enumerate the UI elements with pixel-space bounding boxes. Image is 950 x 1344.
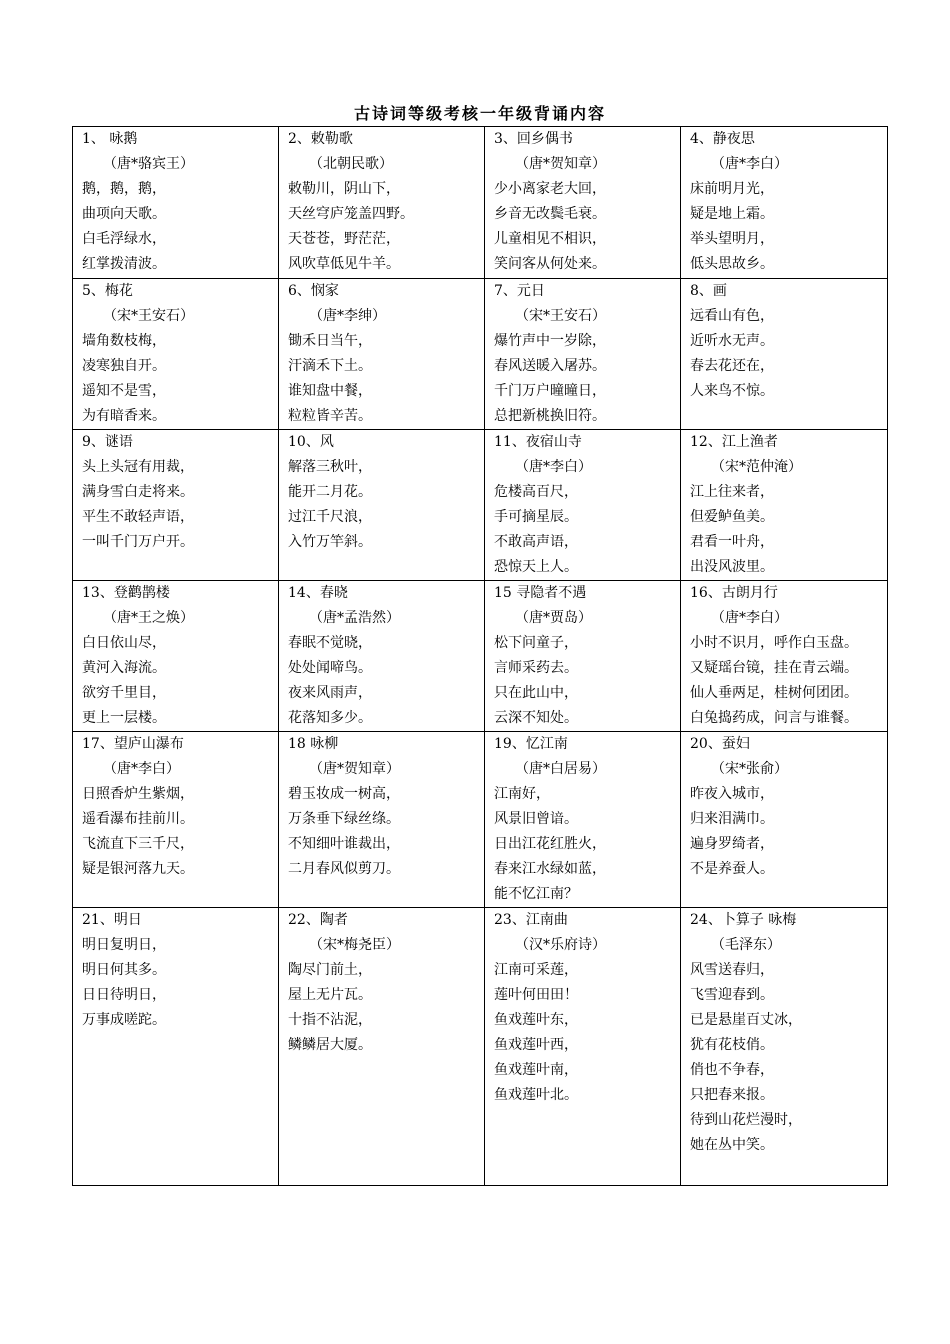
poem-line: 入竹万竿斜。: [288, 534, 372, 550]
poem-line: 凌寒独自开。: [82, 358, 166, 374]
poem-line: 汗滴禾下土。: [288, 358, 372, 374]
poem-line: 笑问客从何处来。: [494, 256, 606, 272]
poem-line: 飞雪迎春到。: [690, 987, 774, 1003]
poem-line: 春眠不觉晓，: [288, 635, 372, 651]
poem-title: 9、谜语: [82, 434, 133, 450]
poem-cell: [681, 908, 888, 1186]
poem-line: 儿童相见不相识，: [494, 231, 606, 247]
poem-title: 24、卜算子 咏梅: [690, 912, 797, 928]
poem-author: （唐*李白）: [711, 156, 788, 172]
poem-cell: [279, 279, 485, 430]
poem-cell: [73, 279, 279, 430]
poem-cell: [485, 908, 681, 1186]
poem-line: 不是养蚕人。: [690, 861, 774, 877]
poem-line: 过江千尺浪，: [288, 509, 372, 525]
poem-title: 1、 咏鹅: [82, 131, 138, 147]
poem-cell: [73, 908, 279, 1186]
poem-title: 19、忆江南: [494, 736, 568, 752]
poem-title: 13、登鹳鹊楼: [82, 585, 170, 601]
poem-line: 红掌拨清波。: [82, 256, 166, 272]
poem-cell: [485, 732, 681, 908]
poem-author: （唐*贾岛）: [515, 610, 592, 626]
poem-line: 碧玉妆成一树高，: [288, 786, 400, 802]
poem-line: 鳞鳞居大厦。: [288, 1037, 372, 1053]
poem-line: 远看山有色，: [690, 308, 774, 324]
poem-line: 低头思故乡。: [690, 256, 774, 272]
poem-cell: [485, 430, 681, 581]
poem-line: 少小离家老大回，: [494, 181, 606, 197]
poem-line: 出没风波里。: [690, 559, 774, 575]
poem-author: （唐*白居易）: [515, 761, 606, 777]
poem-line: 昨夜入城市，: [690, 786, 774, 802]
poem-line: 近听水无声。: [690, 333, 774, 349]
poem-line: 遥看瀑布挂前川。: [82, 811, 194, 827]
poem-line: 君看一叶舟，: [690, 534, 774, 550]
poem-line: 只在此山中，: [494, 685, 578, 701]
poem-line: 遥知不是雪，: [82, 383, 166, 399]
poem-line: 江南可采莲，: [494, 962, 578, 978]
poem-line: 白兔捣药成，问言与谁餐。: [690, 710, 858, 726]
poem-line: 举头望明月，: [690, 231, 774, 247]
poem-line: 天丝穹庐笼盖四野。: [288, 206, 414, 222]
poem-line: 鱼戏莲叶北。: [494, 1087, 578, 1103]
poem-author: （毛泽东）: [711, 937, 781, 953]
poem-line: 犹有花枝俏。: [690, 1037, 774, 1053]
poem-line: 谁知盘中餐，: [288, 383, 372, 399]
poem-title: 20、蚕妇: [690, 736, 750, 752]
poem-title: 15 寻隐者不遇: [494, 585, 587, 601]
poem-cell: [485, 127, 681, 279]
poem-line: 疑是银河落九天。: [82, 861, 194, 877]
poem-line: 为有暗香来。: [82, 408, 166, 424]
poem-cell: [681, 430, 888, 581]
poem-author: （宋*张俞）: [711, 761, 788, 777]
poem-table-body: [73, 127, 888, 1186]
poem-line: 总把新桃换旧符。: [494, 408, 606, 424]
poem-line: 日照香炉生紫烟，: [82, 786, 194, 802]
poem-line: 春风送暖入屠苏。: [494, 358, 606, 374]
poem-cell: [681, 279, 888, 430]
poem-author: （汉*乐府诗）: [515, 937, 606, 953]
poem-line: 平生不敢轻声语，: [82, 509, 194, 525]
poem-author: （北朝民歌）: [309, 156, 393, 172]
poem-line: 屋上无片瓦。: [288, 987, 372, 1003]
poem-line: 仙人垂两足，桂树何团团。: [690, 685, 858, 701]
poem-cell: [279, 430, 485, 581]
poem-line: 言师采药去。: [494, 660, 578, 676]
poem-line: 欲穷千里目，: [82, 685, 166, 701]
poem-line: 恐惊天上人。: [494, 559, 578, 575]
table-row: [73, 430, 888, 581]
poem-line: 遍身罗绮者，: [690, 836, 774, 852]
page-title: 古诗词等级考核一年级背诵内容: [353, 104, 606, 123]
poem-line: 风吹草低见牛羊。: [288, 256, 400, 272]
poem-title: 5、梅花: [82, 283, 133, 299]
poem-line: 白毛浮绿水，: [82, 231, 166, 247]
poem-cell: [279, 732, 485, 908]
poem-line: 头上头冠有用裁，: [82, 459, 194, 475]
poem-line: 莲叶何田田！: [494, 987, 578, 1003]
poem-cell: [73, 581, 279, 732]
poem-line: 能不忆江南？: [494, 886, 578, 902]
poem-line: 处处闻啼鸟。: [288, 660, 372, 676]
poem-author: （唐*李白）: [103, 761, 180, 777]
poem-line: 明日复明日，: [82, 937, 166, 953]
poem-cell: [681, 127, 888, 279]
poem-cell: [681, 732, 888, 908]
poem-title: 11、夜宿山寺: [494, 434, 582, 450]
poem-cell: [279, 581, 485, 732]
poem-line: 二月春风似剪刀。: [288, 861, 400, 877]
poem-title: 17、望庐山瀑布: [82, 736, 184, 752]
poem-line: 天苍苍，野茫茫，: [288, 231, 400, 247]
poem-author: （唐*孟浩然）: [309, 610, 400, 626]
poem-line: 人来鸟不惊。: [690, 383, 774, 399]
poem-line: 解落三秋叶，: [288, 459, 372, 475]
poem-line: 飞流直下三千尺，: [82, 836, 194, 852]
poem-line: 鹅，鹅，鹅，: [82, 181, 166, 197]
poem-cell: [681, 581, 888, 732]
poem-line: 春去花还在，: [690, 358, 774, 374]
poem-line: 松下问童子，: [494, 635, 578, 651]
poem-title: 10、风: [288, 434, 334, 450]
poem-author: （唐*李白）: [711, 610, 788, 626]
table-row: [73, 581, 888, 732]
poem-line: 花落知多少。: [288, 710, 372, 726]
poem-line: 黄河入海流。: [82, 660, 166, 676]
poem-line: 万条垂下绿丝绦。: [288, 811, 400, 827]
poem-author: （唐*骆宾王）: [103, 156, 194, 172]
poem-title: 23、江南曲: [494, 912, 568, 928]
poem-line: 危楼高百尺，: [494, 484, 578, 500]
poem-line: 风雪送春归，: [690, 962, 774, 978]
poem-line: 风景旧曾谙。: [494, 811, 578, 827]
poem-line: 俏也不争春，: [690, 1062, 774, 1078]
poem-line: 墙角数枝梅，: [82, 333, 166, 349]
poem-line: 粒粒皆辛苦。: [288, 408, 372, 424]
poem-line: 日出江花红胜火，: [494, 836, 606, 852]
poem-title: 22、陶者: [288, 912, 348, 928]
poem-line: 夜来风雨声，: [288, 685, 372, 701]
poem-line: 已是悬崖百丈冰，: [690, 1012, 802, 1028]
poem-author: （唐*李白）: [515, 459, 592, 475]
poem-cell: [485, 581, 681, 732]
poem-line: 更上一层楼。: [82, 710, 166, 726]
poem-line: 云深不知处。: [494, 710, 578, 726]
poem-line: 鱼戏莲叶南，: [494, 1062, 578, 1078]
poem-line: 只把春来报。: [690, 1087, 774, 1103]
poem-author: （宋*范仲淹）: [711, 459, 802, 475]
table-row: [73, 732, 888, 908]
poem-title: 21、明日: [82, 912, 142, 928]
table-row: [73, 127, 888, 279]
poem-line: 曲项向天歌。: [82, 206, 166, 222]
poem-line: 春来江水绿如蓝，: [494, 861, 606, 877]
poem-title: 2、敕勒歌: [288, 131, 353, 147]
poem-line: 能开二月花。: [288, 484, 372, 500]
poem-line: 疑是地上霜。: [690, 206, 774, 222]
poem-line: 不敢高声语，: [494, 534, 578, 550]
poem-cell: [279, 908, 485, 1186]
poem-line: 待到山花烂漫时，: [690, 1112, 802, 1128]
poem-title: 18 咏柳: [288, 736, 339, 752]
poem-line: 归来泪满巾。: [690, 811, 774, 827]
poem-title: 7、元日: [494, 283, 545, 299]
poem-title: 14、春晓: [288, 585, 348, 601]
poem-line: 陶尽门前土，: [288, 962, 372, 978]
poem-line: 敕勒川，阴山下，: [288, 181, 400, 197]
poem-title: 4、静夜思: [690, 131, 755, 147]
poem-title: 12、江上渔者: [690, 434, 778, 450]
poem-line: 江南好，: [494, 786, 550, 802]
poem-title: 6、悯家: [288, 283, 339, 299]
poem-title: 16、古朗月行: [690, 585, 778, 601]
poem-cell: [73, 430, 279, 581]
poem-line: 她在丛中笑。: [690, 1137, 774, 1153]
poem-line: 白日依山尽，: [82, 635, 166, 651]
poem-line: 不知细叶谁裁出，: [288, 836, 400, 852]
poem-author: （唐*贺知章）: [309, 761, 400, 777]
poem-line: 鱼戏莲叶西，: [494, 1037, 578, 1053]
poem-line: 鱼戏莲叶东，: [494, 1012, 578, 1028]
poem-table: [72, 126, 888, 1186]
poem-line: 日日待明日，: [82, 987, 166, 1003]
poem-line: 千门万户曈曈日，: [494, 383, 606, 399]
poem-line: 乡音无改鬓毛衰。: [494, 206, 606, 222]
poem-line: 明日何其多。: [82, 962, 166, 978]
poem-author: （宋*王安石）: [515, 308, 606, 324]
poem-line: 锄禾日当午，: [288, 333, 372, 349]
poem-line: 但爱鲈鱼美。: [690, 509, 774, 525]
poem-title: 8、画: [690, 283, 727, 299]
poem-cell: [73, 127, 279, 279]
poem-author: （唐*李绅）: [309, 308, 386, 324]
poem-line: 又疑瑶台镜，挂在青云端。: [690, 660, 858, 676]
poem-author: （唐*王之焕）: [103, 610, 194, 626]
poem-author: （宋*王安石）: [103, 308, 194, 324]
poem-line: 手可摘星辰。: [494, 509, 578, 525]
poem-author: （宋*梅尧臣）: [309, 937, 400, 953]
poem-line: 小时不识月，呼作白玉盘。: [690, 635, 858, 651]
poem-line: 爆竹声中一岁除，: [494, 333, 606, 349]
poem-line: 十指不沾泥，: [288, 1012, 372, 1028]
poem-cell: [279, 127, 485, 279]
poem-line: 满身雪白走将来。: [82, 484, 194, 500]
poem-line: 床前明月光，: [690, 181, 774, 197]
poem-line: 江上往来者，: [690, 484, 774, 500]
poem-cell: [73, 732, 279, 908]
poem-title: 3、回乡偶书: [494, 131, 573, 147]
poem-line: 一叫千门万户开。: [82, 534, 194, 550]
poem-author: （唐*贺知章）: [515, 156, 606, 172]
table-row: [73, 279, 888, 430]
poem-line: 万事成嗟跎。: [82, 1012, 166, 1028]
poem-cell: [485, 279, 681, 430]
table-row: [73, 908, 888, 1186]
